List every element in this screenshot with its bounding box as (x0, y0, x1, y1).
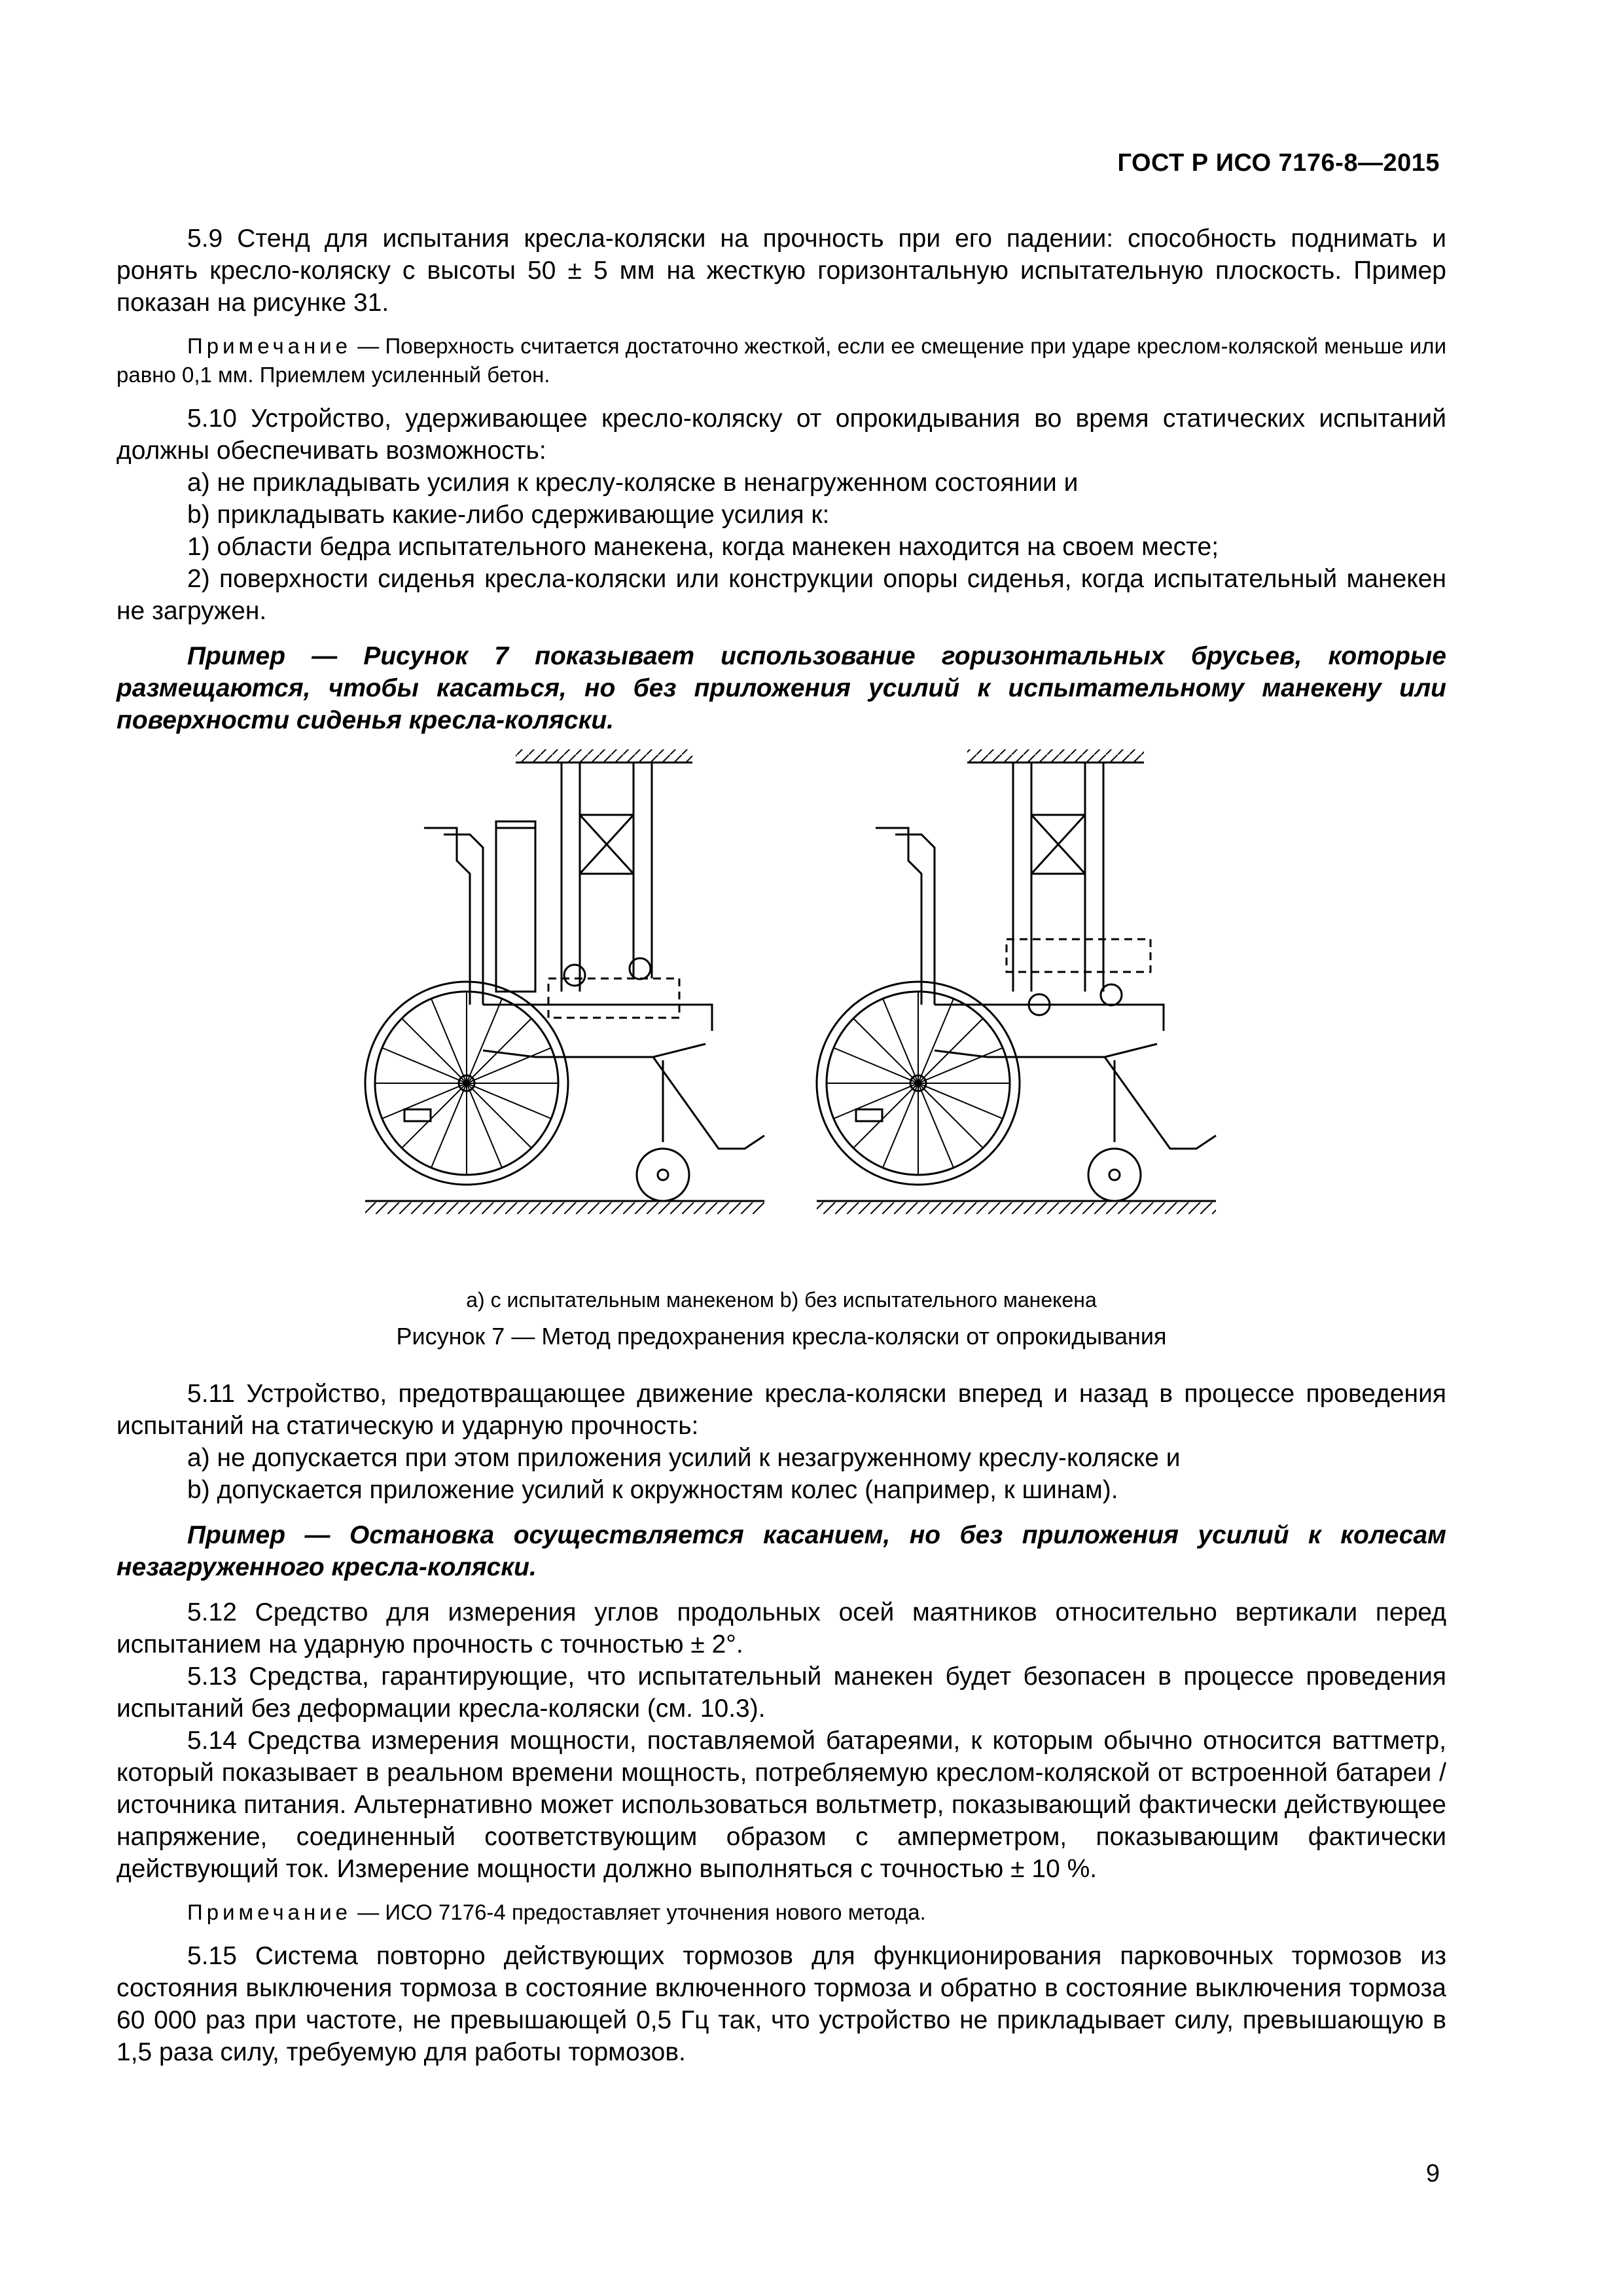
diagram-a-with-dummy (365, 749, 764, 1214)
section-5-10-b: b) прикладывать какие-либо сдерживающие усилия к: (187, 501, 830, 529)
page-content (116, 223, 1446, 2068)
section-5-10: 5.10 Устройство, удерживающее кресло-коляску от опрокидывания во время статических испытаний должны обеспечивать возможность: (116, 404, 1446, 465)
section-5-11: 5.11 Устройство, предотвращающее движение кресла-коляски вперед и назад в процессе проведения испытаний на статическую и ударную прочность: (116, 1380, 1446, 1440)
example-1: Пример — Рисунок 7 показывает использование горизонтальных брусьев, которые размещаются, чтобы касаться, но без приложения усилий к испытательному манекену или поверхности сиденья кресла-коляски. (116, 642, 1446, 734)
section-5-11-a: a) не допускается при этом приложения усилий к незагруженному креслу-коляске и (187, 1444, 1181, 1472)
note-1-label: Примечание (187, 334, 352, 358)
figure-caption: a) с испытательным манекеном b) без испытательного манекена (466, 1288, 1097, 1312)
note-2-label: Примечание (187, 1900, 352, 1924)
figure-title: Рисунок 7 — Метод предохранения кресла-коляски от опрокидывания (396, 1323, 1167, 1350)
section-5-15: 5.15 Система повторно действующих тормозов для функционирования парковочных тормозов из состояния выключения тормоза в состояние включенного тормоза и обратно в состояние выключения тормоза 60 000 раз при частоте, не превышающей 0,5 Гц так, что устройство не прикладывает силу, превышающую в 1,5 раза силу, требуемую для работы тормозов. (116, 1942, 1446, 2066)
note-2-text: — ИСО 7176-4 предоставляет уточнения нового метода. (357, 1900, 926, 1924)
section-5-10-1: 1) области бедра испытательного манекена, когда манекен находится на своем месте; (187, 533, 1219, 561)
section-5-11-b: b) допускается приложение усилий к окружностям колес (например, к шинам). (187, 1476, 1118, 1504)
section-5-13: 5.13 Средства, гарантирующие, что испытательный манекен будет безопасен в процессе проведения испытаний без деформации кресла-коляски (см. 10.3). (116, 1662, 1446, 1723)
note-1-text: — Поверхность считается достаточно жесткой, если ее смещение при ударе креслом-коляской меньше или равно 0,1 мм. Приемлем усиленный бетон. (116, 334, 1446, 387)
diagram-b-without-dummy (817, 749, 1216, 1214)
figure-7 (116, 743, 1446, 1280)
section-5-9: 5.9 Стенд для испытания кресла-коляски на прочность при его падении: способность поднимать и ронять кресло-коляску с высоты 50 ± 5 мм на жесткую горизонтальную испытательную плоскость. Пример показан на рисунке 31. (116, 224, 1446, 317)
document-id-header: ГОСТ Р ИСО 7176-8—2015 (1117, 149, 1440, 177)
section-5-10-2: 2) поверхности сиденья кресла-коляски или конструкции опоры сиденья, когда испытательный манекен не загружен. (116, 565, 1446, 625)
section-5-12: 5.12 Средство для измерения углов продольных осей маятников относительно вертикали перед испытанием на ударную прочность с точностью ± 2°. (116, 1598, 1446, 1659)
note-1 (116, 332, 1446, 389)
note-2 (116, 1898, 1446, 1927)
section-5-14: 5.14 Средства измерения мощности, поставляемой батареями, к которым обычно относится ваттметр, который показывает в реальном времени мощность, потребляемую креслом-коляской от встроенной батареи / источника питания. Альтернативно может использоваться вольтметр, показывающий фактически действующее напряжение, соединенный соответствующим образом с амперметром, показывающим фактически действующий ток. Измерение мощности должно выполняться с точностью ± 10 %. (116, 1727, 1446, 1883)
section-5-10-a: a) не прикладывать усилия к креслу-коляске в ненагруженном состоянии и (187, 469, 1079, 497)
example-2: Пример — Остановка осуществляется касанием, но без приложения усилий к колесам незагруженного кресла-коляски. (116, 1521, 1446, 1581)
wheelchair-diagram (116, 743, 1446, 1280)
page-number: 9 (1425, 2160, 1440, 2187)
